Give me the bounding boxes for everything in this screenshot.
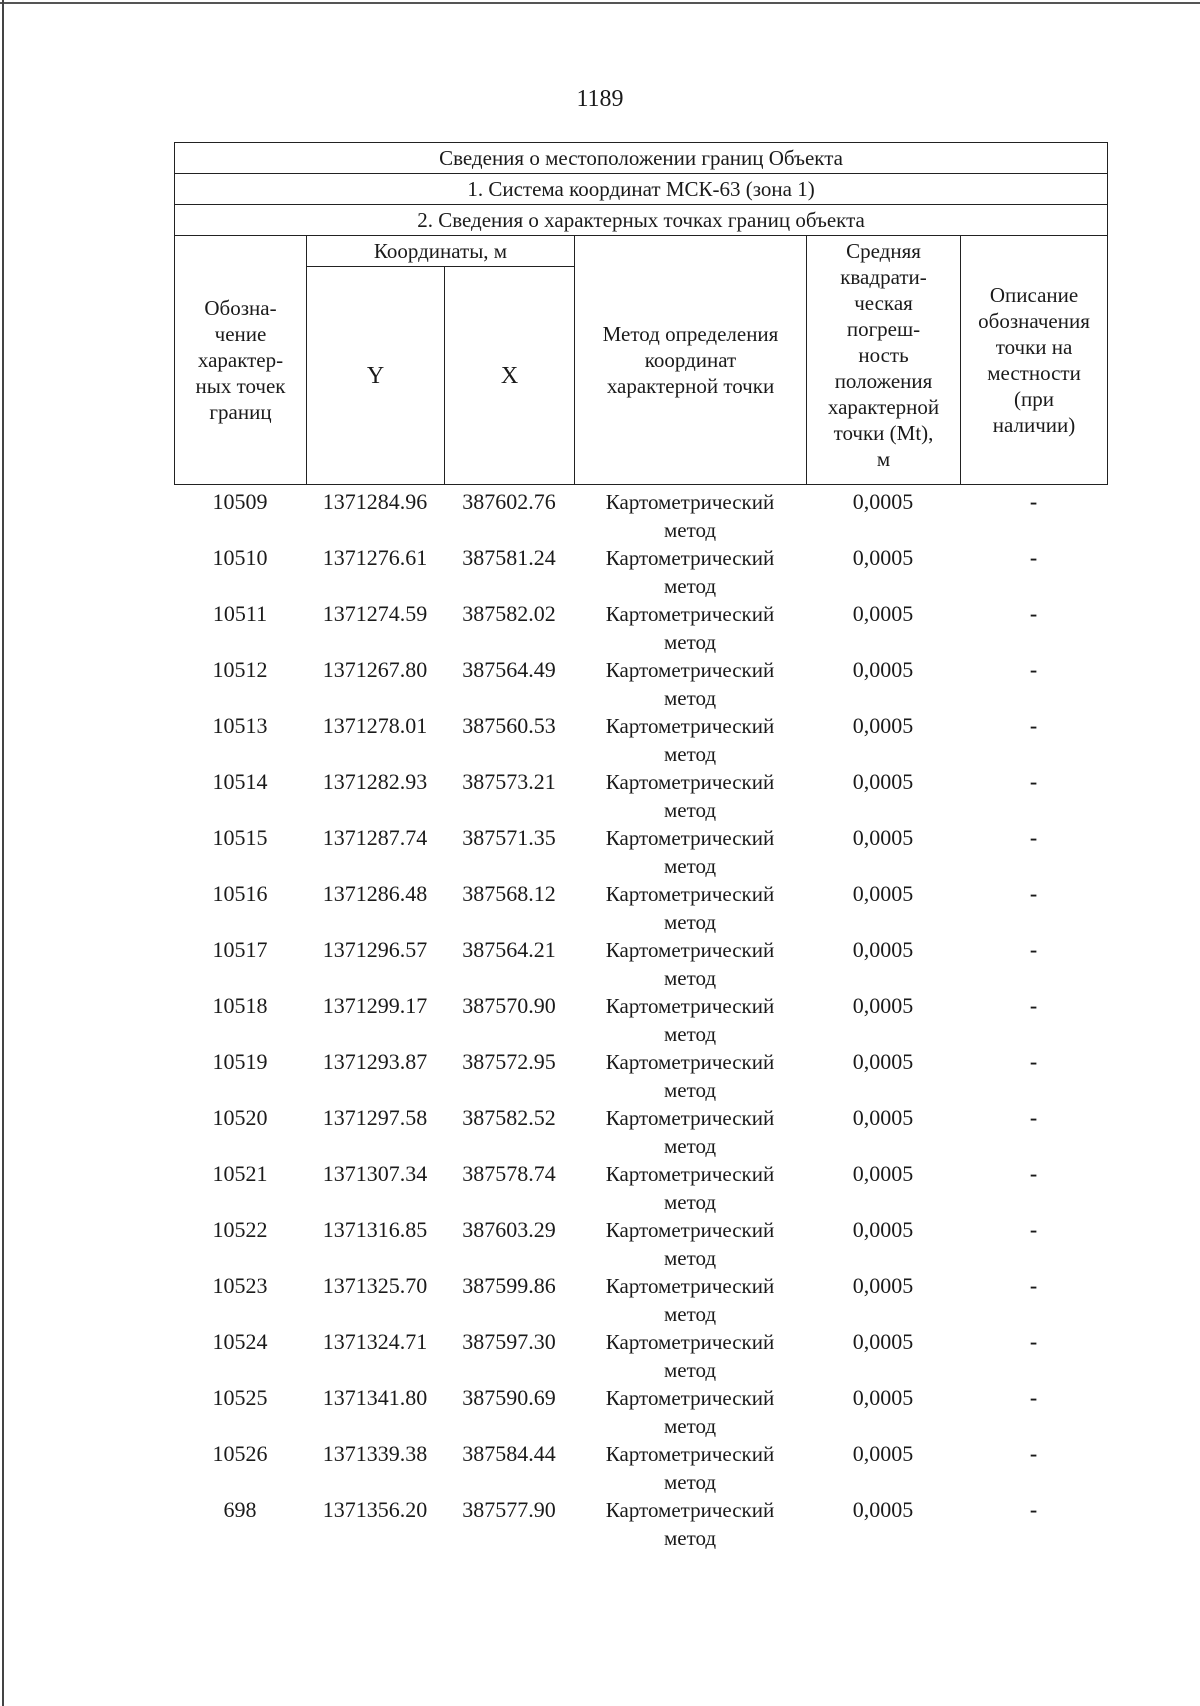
coord-x: 387603.29 bbox=[462, 1217, 556, 1242]
method: Картометрический метод bbox=[605, 546, 775, 598]
coord-x: 387564.21 bbox=[462, 937, 556, 962]
description: - bbox=[1029, 993, 1038, 1018]
point-id: 10514 bbox=[212, 769, 268, 794]
method: Картометрический метод bbox=[605, 1330, 775, 1382]
method: Картометрический метод bbox=[605, 658, 775, 710]
description: - bbox=[1029, 1161, 1038, 1186]
point-id: 10525 bbox=[212, 1385, 268, 1410]
column-y-label: Y bbox=[307, 267, 445, 485]
method: Картометрический метод bbox=[605, 1218, 775, 1270]
point-id: 10526 bbox=[212, 1441, 268, 1466]
method: Картометрический метод bbox=[605, 994, 775, 1046]
error-value: 0,0005 bbox=[852, 1441, 914, 1466]
table-row bbox=[174, 1160, 1107, 1216]
table-row bbox=[174, 768, 1107, 824]
point-id: 10521 bbox=[212, 1161, 268, 1186]
point-id: 698 bbox=[223, 1497, 257, 1522]
coord-x: 387571.35 bbox=[462, 825, 556, 850]
coord-y: 1371324.71 bbox=[322, 1329, 428, 1354]
description: - bbox=[1029, 1441, 1038, 1466]
description: - bbox=[1029, 1105, 1038, 1130]
column-x-label: X bbox=[445, 267, 575, 485]
description: - bbox=[1029, 1217, 1038, 1242]
table-row bbox=[174, 1328, 1107, 1384]
table-row bbox=[174, 824, 1107, 880]
error-value: 0,0005 bbox=[852, 993, 914, 1018]
description: - bbox=[1029, 881, 1038, 906]
method: Картометрический метод bbox=[605, 1106, 775, 1158]
description: - bbox=[1029, 769, 1038, 794]
point-id: 10516 bbox=[212, 881, 268, 906]
error-value: 0,0005 bbox=[852, 937, 914, 962]
description: - bbox=[1029, 657, 1038, 682]
point-id: 10512 bbox=[212, 657, 268, 682]
coord-x: 387578.74 bbox=[462, 1161, 556, 1186]
column-description-label: Описание обозначения точки на местности (при наличии) bbox=[961, 236, 1108, 485]
description: - bbox=[1029, 1497, 1038, 1522]
table-row bbox=[174, 656, 1107, 712]
table-row bbox=[174, 1384, 1107, 1440]
column-method-label: Метод определения координат характерной точки bbox=[575, 236, 807, 485]
coord-x: 387570.90 bbox=[462, 993, 556, 1018]
error-value: 0,0005 bbox=[852, 1049, 914, 1074]
table-header bbox=[174, 142, 1108, 485]
coord-y: 1371284.96 bbox=[322, 489, 428, 514]
method: Картометрический метод bbox=[605, 1498, 775, 1550]
table-row bbox=[174, 1496, 1107, 1552]
error-value: 0,0005 bbox=[852, 545, 914, 570]
coord-y: 1371282.93 bbox=[322, 769, 428, 794]
table-row bbox=[174, 1440, 1107, 1496]
table-title: Сведения о местоположении границ Объекта bbox=[175, 143, 1108, 174]
table-body bbox=[174, 488, 1107, 1552]
coord-y: 1371276.61 bbox=[322, 545, 428, 570]
method: Картометрический метод bbox=[605, 714, 775, 766]
point-id: 10511 bbox=[212, 601, 268, 626]
coord-y: 1371274.59 bbox=[322, 601, 428, 626]
coord-y: 1371307.34 bbox=[322, 1161, 428, 1186]
method: Картометрический метод bbox=[605, 882, 775, 934]
coord-x: 387597.30 bbox=[462, 1329, 556, 1354]
coord-y: 1371356.20 bbox=[322, 1497, 428, 1522]
coord-x: 387572.95 bbox=[462, 1049, 556, 1074]
point-id: 10517 bbox=[212, 937, 268, 962]
method: Картометрический метод bbox=[605, 1386, 775, 1438]
section-title: 2. Сведения о характерных точках границ объекта bbox=[175, 205, 1108, 236]
error-value: 0,0005 bbox=[852, 657, 914, 682]
description: - bbox=[1029, 545, 1038, 570]
point-id: 10523 bbox=[212, 1273, 268, 1298]
table-row bbox=[174, 1216, 1107, 1272]
coord-x: 387577.90 bbox=[462, 1497, 556, 1522]
table-row bbox=[174, 600, 1107, 656]
point-id: 10518 bbox=[212, 993, 268, 1018]
coord-x: 387560.53 bbox=[462, 713, 556, 738]
coord-x: 387564.49 bbox=[462, 657, 556, 682]
table-row bbox=[174, 880, 1107, 936]
description: - bbox=[1029, 937, 1038, 962]
table-row bbox=[174, 992, 1107, 1048]
coord-y: 1371287.74 bbox=[322, 825, 428, 850]
point-id: 10515 bbox=[212, 825, 268, 850]
error-value: 0,0005 bbox=[852, 769, 914, 794]
description: - bbox=[1029, 1385, 1038, 1410]
coord-y: 1371341.80 bbox=[322, 1385, 428, 1410]
description: - bbox=[1029, 489, 1038, 514]
method: Картометрический метод bbox=[605, 1442, 775, 1494]
point-id: 10510 bbox=[212, 545, 268, 570]
coord-x: 387581.24 bbox=[462, 545, 556, 570]
description: - bbox=[1029, 713, 1038, 738]
coord-y: 1371293.87 bbox=[322, 1049, 428, 1074]
point-id: 10524 bbox=[212, 1329, 268, 1354]
method: Картометрический метод bbox=[605, 826, 775, 878]
description: - bbox=[1029, 825, 1038, 850]
table-row bbox=[174, 712, 1107, 768]
coord-x: 387602.76 bbox=[462, 489, 556, 514]
page-number: 1189 bbox=[576, 86, 624, 112]
point-id: 10522 bbox=[212, 1217, 268, 1242]
coord-x: 387582.52 bbox=[462, 1105, 556, 1130]
description: - bbox=[1029, 1049, 1038, 1074]
column-point-label: Обозна- чение характер- ных точек границ bbox=[175, 236, 307, 485]
error-value: 0,0005 bbox=[852, 713, 914, 738]
error-value: 0,0005 bbox=[852, 1273, 914, 1298]
scan-top-border bbox=[0, 2, 1200, 4]
column-error-label: Средняя квадрати- ческая погреш- ность положения характерной точки (Mt), м bbox=[807, 236, 961, 485]
method: Картометрический метод bbox=[605, 938, 775, 990]
table-row bbox=[174, 936, 1107, 992]
coord-y: 1371325.70 bbox=[322, 1273, 428, 1298]
point-id: 10509 bbox=[212, 489, 268, 514]
error-value: 0,0005 bbox=[852, 1497, 914, 1522]
error-value: 0,0005 bbox=[852, 489, 914, 514]
point-id: 10519 bbox=[212, 1049, 268, 1074]
coord-y: 1371267.80 bbox=[322, 657, 428, 682]
coord-y: 1371296.57 bbox=[322, 937, 428, 962]
coord-x: 387568.12 bbox=[462, 881, 556, 906]
coord-x: 387573.21 bbox=[462, 769, 556, 794]
error-value: 0,0005 bbox=[852, 1329, 914, 1354]
coord-y: 1371316.85 bbox=[322, 1217, 428, 1242]
table-row bbox=[174, 1272, 1107, 1328]
coord-y: 1371299.17 bbox=[322, 993, 428, 1018]
coord-x: 387590.69 bbox=[462, 1385, 556, 1410]
coord-y: 1371339.38 bbox=[322, 1441, 428, 1466]
coord-x: 387599.86 bbox=[462, 1273, 556, 1298]
coord-y: 1371297.58 bbox=[322, 1105, 428, 1130]
method: Картометрический метод bbox=[605, 1274, 775, 1326]
scan-left-border bbox=[2, 0, 4, 1706]
column-coordinates-label: Координаты, м bbox=[307, 236, 575, 267]
point-id: 10513 bbox=[212, 713, 268, 738]
description: - bbox=[1029, 1273, 1038, 1298]
method: Картометрический метод bbox=[605, 1050, 775, 1102]
error-value: 0,0005 bbox=[852, 601, 914, 626]
table-row bbox=[174, 488, 1107, 544]
error-value: 0,0005 bbox=[852, 825, 914, 850]
table-row bbox=[174, 1104, 1107, 1160]
method: Картометрический метод bbox=[605, 1162, 775, 1214]
error-value: 0,0005 bbox=[852, 1385, 914, 1410]
coord-x: 387582.02 bbox=[462, 601, 556, 626]
method: Картометрический метод bbox=[605, 770, 775, 822]
error-value: 0,0005 bbox=[852, 881, 914, 906]
coordinate-system: 1. Система координат МСК-63 (зона 1) bbox=[175, 174, 1108, 205]
error-value: 0,0005 bbox=[852, 1217, 914, 1242]
coord-y: 1371286.48 bbox=[322, 881, 428, 906]
table-row bbox=[174, 1048, 1107, 1104]
method: Картометрический метод bbox=[605, 602, 775, 654]
coord-y: 1371278.01 bbox=[322, 713, 428, 738]
method: Картометрический метод bbox=[605, 490, 775, 542]
point-id: 10520 bbox=[212, 1105, 268, 1130]
error-value: 0,0005 bbox=[852, 1105, 914, 1130]
description: - bbox=[1029, 601, 1038, 626]
coord-x: 387584.44 bbox=[462, 1441, 556, 1466]
table-row bbox=[174, 544, 1107, 600]
description: - bbox=[1029, 1329, 1038, 1354]
error-value: 0,0005 bbox=[852, 1161, 914, 1186]
